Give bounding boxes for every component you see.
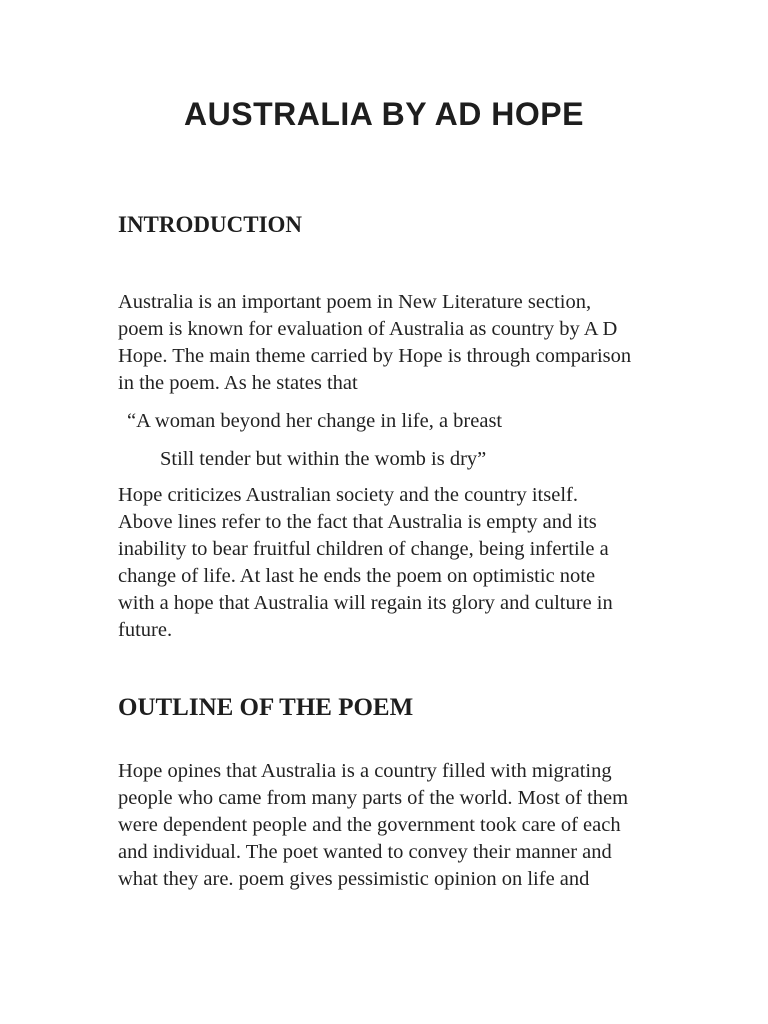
section-heading-introduction: INTRODUCTION bbox=[118, 212, 303, 237]
paragraph-line: future. bbox=[118, 619, 173, 641]
critique-paragraph bbox=[118, 482, 678, 644]
paragraph-line: Australia is an important poem in New Literature section, bbox=[118, 291, 592, 313]
paragraph-line: Above lines refer to the fact that Australia is empty and its bbox=[118, 511, 597, 533]
paragraph-line: and individual. The poet wanted to convey their manner and bbox=[118, 841, 612, 863]
paragraph-line: with a hope that Australia will regain its glory and culture in bbox=[118, 592, 613, 614]
poem-quote-line: “A woman beyond her change in life, a breast bbox=[127, 410, 503, 432]
paragraph-line: people who came from many parts of the world. Most of them bbox=[118, 787, 629, 809]
paragraph-line: Hope criticizes Australian society and the country itself. bbox=[118, 484, 578, 506]
section-heading-outline: OUTLINE OF THE POEM bbox=[118, 694, 414, 721]
paragraph-line: were dependent people and the government took care of each bbox=[118, 814, 621, 836]
document-title: AUSTRALIA BY AD HOPE bbox=[184, 96, 584, 132]
poem-quote-line: Still tender but within the womb is dry” bbox=[160, 448, 487, 470]
paragraph-line: Hope opines that Australia is a country filled with migrating bbox=[118, 760, 612, 782]
paragraph-line: Hope. The main theme carried by Hope is through comparison bbox=[118, 345, 632, 367]
paragraph-line: change of life. At last he ends the poem on optimistic note bbox=[118, 565, 596, 587]
outline-paragraph bbox=[118, 758, 678, 893]
paragraph-line: in the poem. As he states that bbox=[118, 372, 358, 394]
paragraph-line: what they are. poem gives pessimistic opinion on life and bbox=[118, 868, 590, 890]
paragraph-line: poem is known for evaluation of Australia as country by A D bbox=[118, 318, 618, 340]
paragraph-line: inability to bear fruitful children of change, being infertile a bbox=[118, 538, 609, 560]
introduction-paragraph bbox=[118, 289, 678, 397]
